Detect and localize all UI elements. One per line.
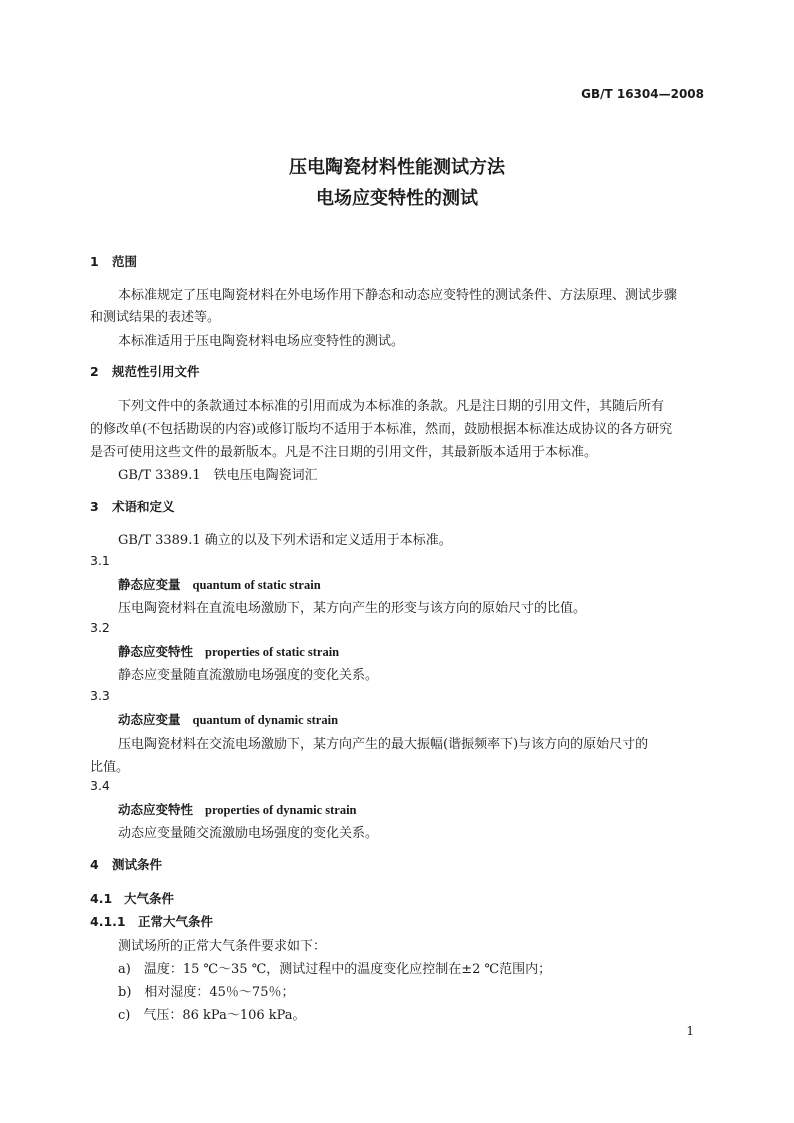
term-chinese: 静态应变特性 <box>118 644 194 659</box>
section-2-heading <box>90 362 200 380</box>
subsection-4-1-heading <box>90 889 174 907</box>
section-title: 范围 <box>112 254 138 269</box>
subsection-title: 大气条件 <box>124 891 175 906</box>
term-entry <box>118 710 338 728</box>
paragraph: 本标准适用于压电陶瓷材料电场应变特性的测试。 <box>118 334 405 349</box>
clause-number: 3.1 <box>90 553 110 568</box>
section-title: 术语和定义 <box>112 499 175 514</box>
section-4-heading <box>90 855 162 873</box>
section-title: 规范性引用文件 <box>112 364 200 379</box>
section-number: 1 <box>90 254 99 269</box>
term-chinese: 静态应变量 <box>118 577 181 592</box>
section-number: 2 <box>90 364 99 379</box>
paragraph: 本标准规定了压电陶瓷材料在外电场作用下静态和动态应变特性的测试条件、方法原理、测试步骤 <box>118 288 678 303</box>
page-number: 1 <box>686 1024 694 1038</box>
list-item-c: c) 气压：86 kPa～106 kPa。 <box>118 1008 306 1023</box>
term-english: properties of dynamic strain <box>205 803 357 817</box>
section-title: 测试条件 <box>112 857 163 872</box>
term-english: properties of static strain <box>205 645 340 659</box>
paragraph: 测试场所的正常大气条件要求如下： <box>118 939 327 954</box>
section-1-heading <box>90 252 137 270</box>
clause-number: 3.2 <box>90 620 110 635</box>
document-title-line1: 压电陶瓷材料性能测试方法 <box>289 157 505 178</box>
term-chinese: 动态应变量 <box>118 712 181 727</box>
term-definition: 压电陶瓷材料在交流电场激励下，某方向产生的最大振幅(谐振频率下)与该方向的原始尺寸的 <box>118 737 649 752</box>
term-definition: 静态应变量随直流激励电场强度的变化关系。 <box>118 668 379 683</box>
term-english: quantum of static strain <box>192 578 321 592</box>
clause-number: 3.4 <box>90 778 110 793</box>
paragraph: GB/T 3389.1 确立的以及下列术语和定义适用于本标准。 <box>118 533 452 548</box>
section-number: 3 <box>90 499 99 514</box>
paragraph-continuation: 是否可使用这些文件的最新版本。凡是不注日期的引用文件，其最新版本适用于本标准。 <box>90 445 598 460</box>
paragraph: 下列文件中的条款通过本标准的引用而成为本标准的条款。凡是注日期的引用文件，其随后所有 <box>118 399 665 414</box>
term-english: quantum of dynamic strain <box>192 713 339 727</box>
paragraph-continuation: 和测试结果的表述等。 <box>90 310 221 325</box>
subsection-number: 4.1 <box>90 891 113 906</box>
term-entry <box>118 575 321 593</box>
section-number: 4 <box>90 857 99 872</box>
subsection-number: 4.1.1 <box>90 914 126 929</box>
paragraph-continuation: 的修改单(不包括勘误的内容)或修订版均不适用于本标准，然而，鼓励根据本标准达成协议的各方研究 <box>90 422 673 437</box>
term-definition: 动态应变量随交流激励电场强度的变化关系。 <box>118 826 379 841</box>
term-entry <box>118 800 357 818</box>
section-3-heading <box>90 497 175 515</box>
subsection-title: 正常大气条件 <box>138 914 214 929</box>
term-entry <box>118 642 339 660</box>
normative-reference: GB/T 3389.1 铁电压电陶瓷词汇 <box>118 468 318 483</box>
term-definition: 压电陶瓷材料在直流电场激励下，某方向产生的形变与该方向的原始尺寸的比值。 <box>118 601 587 616</box>
document-title-line2: 电场应变特性的测试 <box>316 188 478 209</box>
standard-number: GB/T 16304—2008 <box>581 87 704 101</box>
list-item-a: a) 温度：15 ℃～35 ℃，测试过程中的温度变化应控制在±2 ℃范围内； <box>118 962 552 977</box>
term-definition-continuation: 比值。 <box>90 760 130 775</box>
clause-number: 3.3 <box>90 688 110 703</box>
list-item-b: b) 相对湿度：45％～75％； <box>118 985 295 1000</box>
subsection-4-1-1-heading <box>90 912 213 930</box>
term-chinese: 动态应变特性 <box>118 802 194 817</box>
